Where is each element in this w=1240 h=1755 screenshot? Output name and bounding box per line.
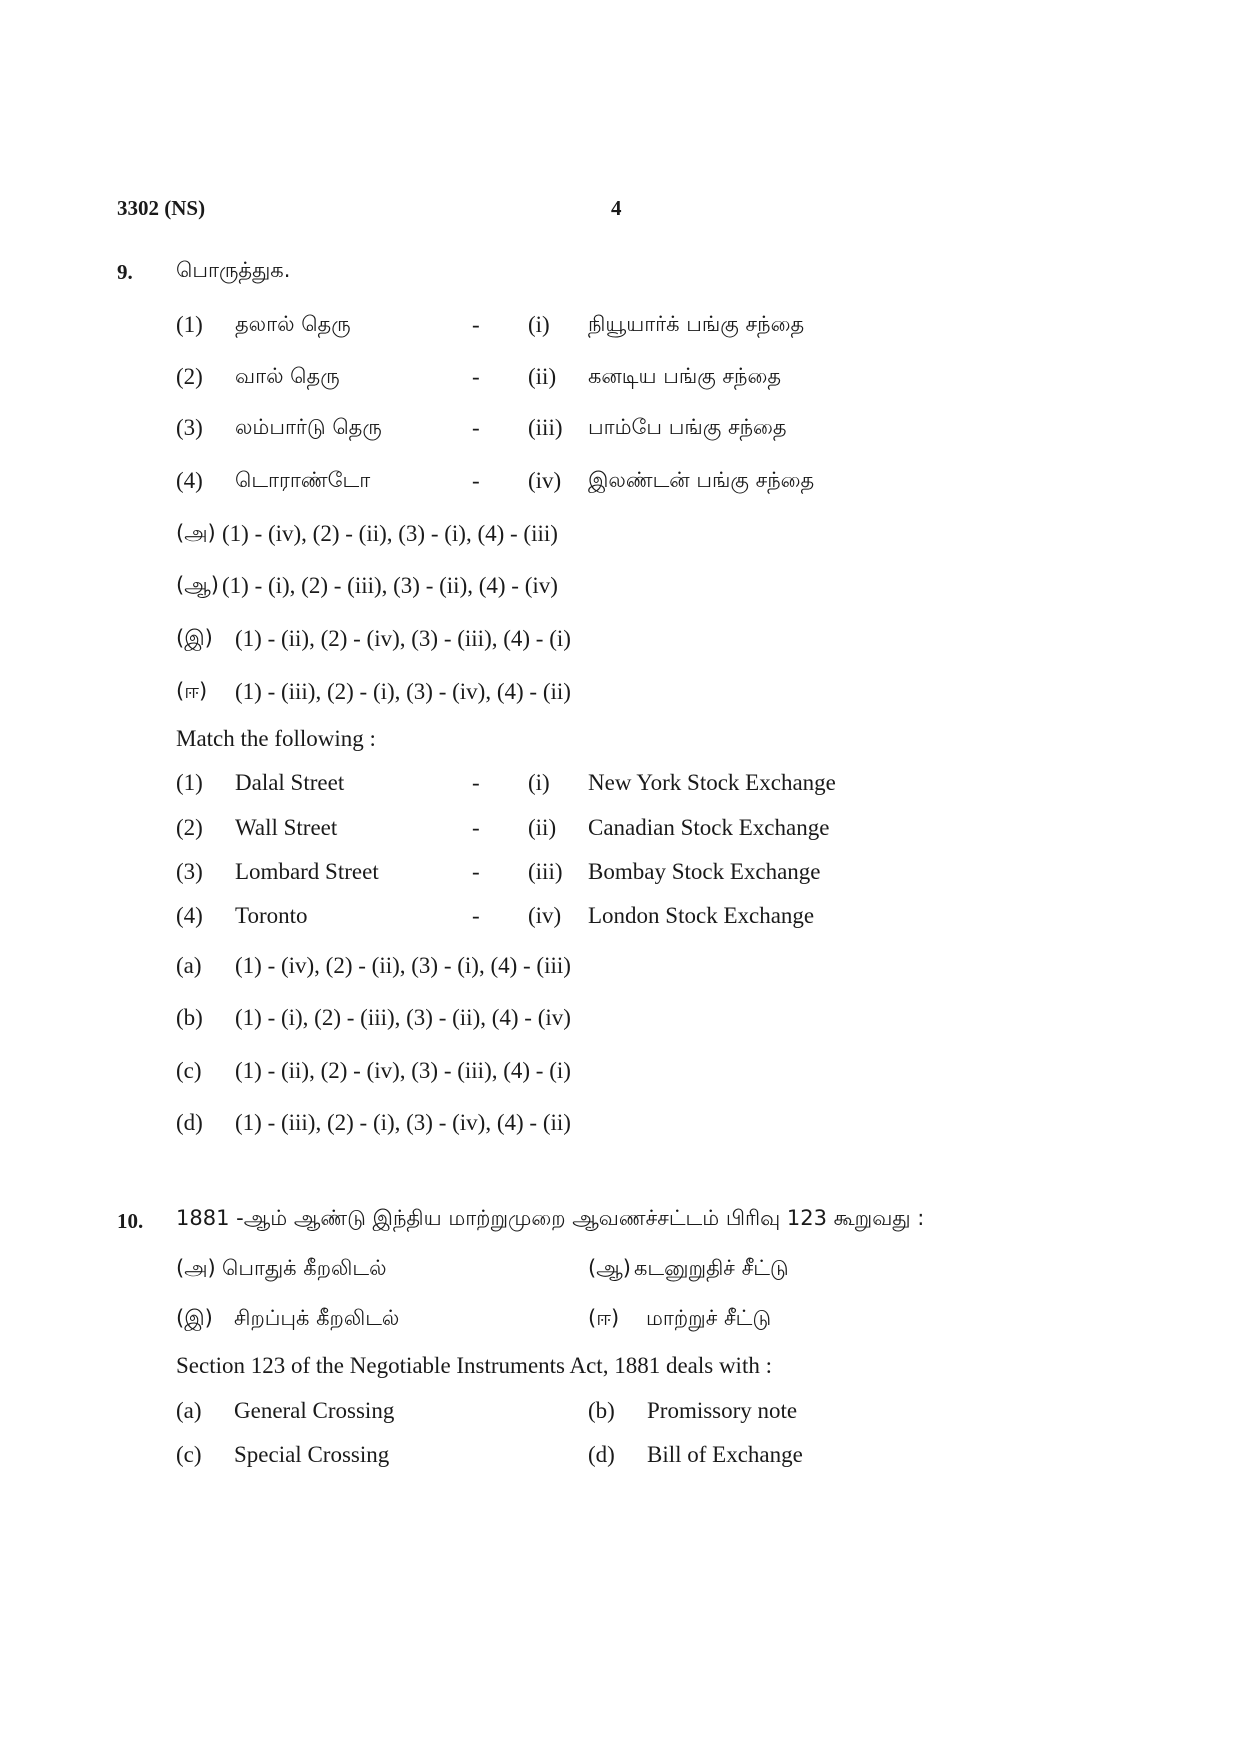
match-dash: -: [472, 468, 480, 493]
option-text: கடனுறுதிச் சீட்டு: [634, 1256, 789, 1280]
match-left: வால் தெரு: [235, 364, 340, 388]
match-num: (4): [176, 468, 203, 493]
match-roman: (ii): [528, 815, 557, 840]
match-dash: -: [472, 903, 480, 928]
question-9-number: 9.: [117, 260, 133, 284]
option-text: Promissory note: [647, 1398, 798, 1423]
match-dash: -: [472, 859, 480, 884]
question-10-text-ta: 1881 -ஆம் ஆண்டு இந்திய மாற்றுமுறை ஆவணச்சட்டம் பிரிவு 123 கூறுவது :: [176, 1206, 925, 1230]
option-label: (அ): [176, 521, 216, 545]
question-9-instruction-en: Match the following :: [176, 726, 376, 751]
option-text: General Crossing: [234, 1398, 395, 1423]
match-roman: (ii): [528, 364, 557, 389]
option-label: (d): [588, 1442, 615, 1467]
option-label: (b): [588, 1398, 615, 1423]
page-number: 4: [611, 196, 622, 220]
option-label: (ஆ): [176, 573, 219, 597]
match-dash: -: [472, 312, 480, 337]
option-text: (1) - (i), (2) - (iii), (3) - (ii), (4) - (iv): [235, 1005, 571, 1030]
match-num: (3): [176, 859, 203, 884]
match-left: Toronto: [235, 903, 308, 928]
option-label: (a): [176, 1398, 202, 1423]
option-text: Bill of Exchange: [647, 1442, 803, 1467]
match-roman: (i): [528, 770, 550, 795]
option-text: (1) - (iii), (2) - (i), (3) - (iv), (4) - (ii): [235, 1110, 571, 1135]
match-left: Lombard Street: [235, 859, 379, 884]
option-label: (ஈ): [588, 1306, 620, 1330]
option-text: பொதுக் கீறலிடல்: [222, 1256, 387, 1280]
option-text: (1) - (i), (2) - (iii), (3) - (ii), (4) - (iv): [222, 573, 558, 598]
match-dash: -: [472, 364, 480, 389]
match-roman: (iii): [528, 415, 563, 440]
question-10-number: 10.: [117, 1209, 144, 1233]
match-dash: -: [472, 415, 480, 440]
match-roman: (iv): [528, 468, 562, 493]
match-num: (1): [176, 770, 203, 795]
match-right: New York Stock Exchange: [588, 770, 836, 795]
option-text: (1) - (iv), (2) - (ii), (3) - (i), (4) - (iii): [222, 521, 558, 546]
match-left: Dalal Street: [235, 770, 345, 795]
match-right: Canadian Stock Exchange: [588, 815, 830, 840]
match-left: தலால் தெரு: [235, 312, 351, 336]
option-text: சிறப்புக் கீறலிடல்: [234, 1306, 400, 1330]
option-label: (அ): [176, 1256, 216, 1280]
match-num: (2): [176, 364, 203, 389]
match-dash: -: [472, 815, 480, 840]
match-dash: -: [472, 770, 480, 795]
option-text: மாற்றுச் சீட்டு: [646, 1306, 772, 1330]
match-left: Wall Street: [235, 815, 338, 840]
match-left: டொராண்டோ: [235, 468, 371, 492]
option-label: (ஈ): [176, 679, 208, 703]
match-num: (3): [176, 415, 203, 440]
option-text: Special Crossing: [234, 1442, 390, 1467]
match-right: நியூயார்க் பங்கு சந்தை: [588, 312, 805, 336]
match-roman: (i): [528, 312, 550, 337]
option-label: (d): [176, 1110, 203, 1135]
paper-code: 3302 (NS): [117, 196, 206, 220]
option-label: (a): [176, 953, 202, 978]
option-label: (c): [176, 1058, 202, 1083]
match-right: இலண்டன் பங்கு சந்தை: [588, 468, 815, 492]
match-num: (2): [176, 815, 203, 840]
match-roman: (iii): [528, 859, 563, 884]
option-text: (1) - (ii), (2) - (iv), (3) - (iii), (4) - (i): [235, 1058, 571, 1083]
option-label: (b): [176, 1005, 203, 1030]
question-10-text-en: Section 123 of the Negotiable Instruments Act, 1881 deals with :: [176, 1353, 772, 1378]
question-9-instruction-ta: பொருத்துக.: [176, 258, 291, 282]
match-roman: (iv): [528, 903, 562, 928]
match-num: (4): [176, 903, 203, 928]
match-right: பாம்பே பங்கு சந்தை: [588, 415, 787, 439]
option-label: (c): [176, 1442, 202, 1467]
option-text: (1) - (iii), (2) - (i), (3) - (iv), (4) - (ii): [235, 679, 571, 704]
match-right: London Stock Exchange: [588, 903, 815, 928]
match-num: (1): [176, 312, 203, 337]
option-text: (1) - (ii), (2) - (iv), (3) - (iii), (4) - (i): [235, 626, 571, 651]
option-label: (ஆ): [588, 1256, 631, 1280]
option-text: (1) - (iv), (2) - (ii), (3) - (i), (4) - (iii): [235, 953, 571, 978]
option-label: (இ): [176, 626, 213, 650]
match-left: லம்பார்டு தெரு: [235, 415, 382, 439]
option-label: (இ): [176, 1306, 213, 1330]
match-right: Bombay Stock Exchange: [588, 859, 821, 884]
match-right: கனடிய பங்கு சந்தை: [588, 364, 782, 388]
